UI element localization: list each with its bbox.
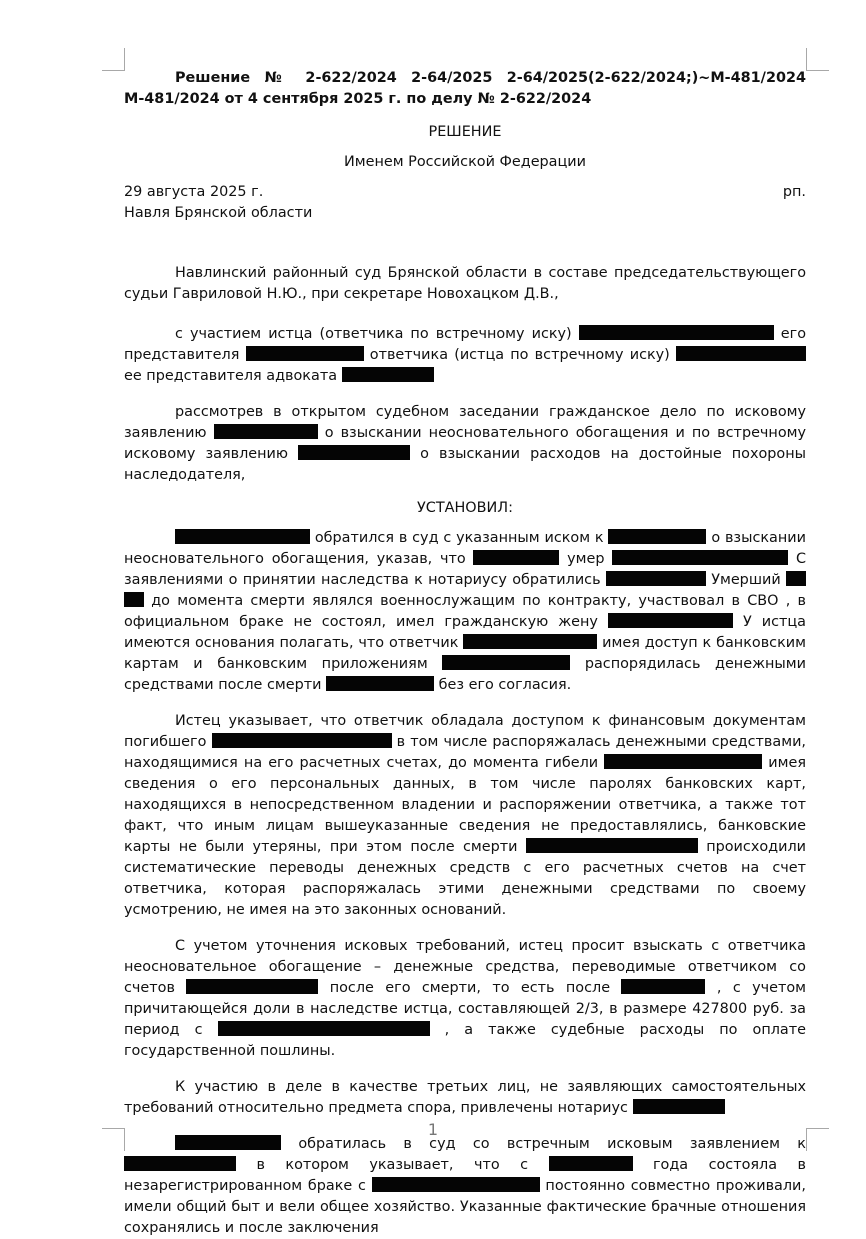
- redaction-block: [326, 676, 434, 691]
- redaction-block: [214, 424, 318, 439]
- redaction-block: [212, 733, 392, 748]
- title-line-1: Решение № 2-622/2024 2-64/2025 2-64/2025(2-622/2024;)~М-481/2024 М-481/2024 от 4: [124, 70, 806, 107]
- redaction-block: [579, 325, 774, 340]
- decision-place: Навля Брянской области: [124, 205, 313, 221]
- redaction-block: [621, 979, 705, 994]
- redaction-block: [606, 571, 706, 586]
- paragraph-claim: обратился в суд с указанным иском к о взыскании неосновательного обогащения, указав, что умер С заявлениями о принятии наследства к нотариусу обратились Умерший до момента смерти являлся военнослужащим по контракту, участвовал в СВО , в официальном браке не состоял, имел гражданскую жену У истца имеются основания полагать, что ответчик имея доступ к банковским картам и банковским приложениям распорядилась денежными средствами после смерти без его согласия.: [124, 530, 807, 693]
- heading: РЕШЕНИЕ: [428, 124, 502, 140]
- redaction-block: [186, 979, 318, 994]
- redaction-block: [218, 1021, 430, 1036]
- paragraph-counterclaim: обратилась в суд со встречным исковым заявлением к в котором указывает, что с года состояла в незарегистрированном браке с постоянно совместно проживали, имели общий быт и вели общее хозяйство. Указанные фактические брачные отношения сохранялись и после заключения: [124, 1136, 806, 1236]
- paragraph-plaintiff-states: Истец указывает, что ответчик обладала доступом к финансовым документам погибшего в том числе распоряжалась денежными средствами, находящимися на его расчетных счетах, до момента гибели имея сведения о его персональных данных, в том числе паролях банковских карт, находящихся в непосредственном владении и распоряжении ответчика, а также тот факт, что иным лицам вышеуказанные сведения не предоставлялись, банковские карты не были утеряны, при этом после смерти происходили систематические переводы денежных средств с его расчетных счетов на счет ответчика, которая распоряжалась этими денежными средствами по своему усмотрению, не имея на это законных оснований.: [124, 713, 807, 918]
- redaction-block: [342, 367, 434, 382]
- document-page: [124, 68, 806, 1239]
- redaction-block: [463, 634, 597, 649]
- redaction-block: [175, 529, 310, 544]
- redaction-block: [608, 613, 733, 628]
- date-place-block: [124, 182, 806, 224]
- paragraph-clarified-claims: С учетом уточнения исковых требований, истец просит взыскать с ответчика неосновательное обогащение – денежные средства, переводимые ответчиком со счетов после его смерти, то есть после , с учетом причитающейся доли в наследстве истца, составляющей 2/3, в размере 427800 руб. за период с , а также судебные расходы по оплате государственной пошлины.: [124, 938, 807, 1059]
- established-heading: УСТАНОВИЛ:: [417, 500, 513, 516]
- paragraph-third-parties: К участию в деле в качестве третьих лиц, не заявляющих самостоятельных требований относительно предмета спора, привлечены нотариус: [124, 1079, 806, 1116]
- redaction-block: [526, 838, 698, 853]
- redaction-block: [786, 571, 806, 586]
- redaction-block: [298, 445, 410, 460]
- redaction-block: [246, 346, 364, 361]
- redaction-block: [676, 346, 806, 361]
- redaction-block: [633, 1099, 725, 1114]
- redaction-block: [372, 1177, 540, 1192]
- paragraph-considered: рассмотрев в открытом судебном заседании гражданское дело по исковому заявлению о взыскании неосновательного обогащения и по встречному исковому заявлению о взыскании расходов на достойные похороны наследодателя,: [124, 404, 807, 483]
- redaction-block: [608, 529, 706, 544]
- place-prefix: рп.: [782, 184, 806, 200]
- title-line-2: сентября 2025 г. по делу № 2-622/2024: [262, 91, 592, 107]
- crop-mark-top-left: [102, 48, 125, 71]
- redaction-block: [604, 754, 762, 769]
- decision-date: 29 августа 2025 г.: [124, 184, 264, 200]
- crop-mark-top-right: [806, 48, 829, 71]
- redaction-block: [124, 1156, 236, 1171]
- redaction-block: [549, 1156, 633, 1171]
- subheading: Именем Российской Федерации: [343, 154, 586, 170]
- paragraph-court: Навлинский районный суд Брянской области в составе председательствующего судьи Гавриловой Н.Ю., при секретаре Новохацком Д.В.,: [124, 265, 806, 302]
- document-title: [124, 68, 806, 110]
- redaction-block: [473, 550, 559, 565]
- redaction-block: [612, 550, 788, 565]
- redaction-block: [442, 655, 570, 670]
- page-number: 1: [427, 1120, 439, 1139]
- paragraph-participants: с участием истца (ответчика по встречному иску) его представителя ответчика (истца по встречному иску) ее представителя адвоката: [124, 326, 806, 384]
- redaction-block: [124, 592, 144, 607]
